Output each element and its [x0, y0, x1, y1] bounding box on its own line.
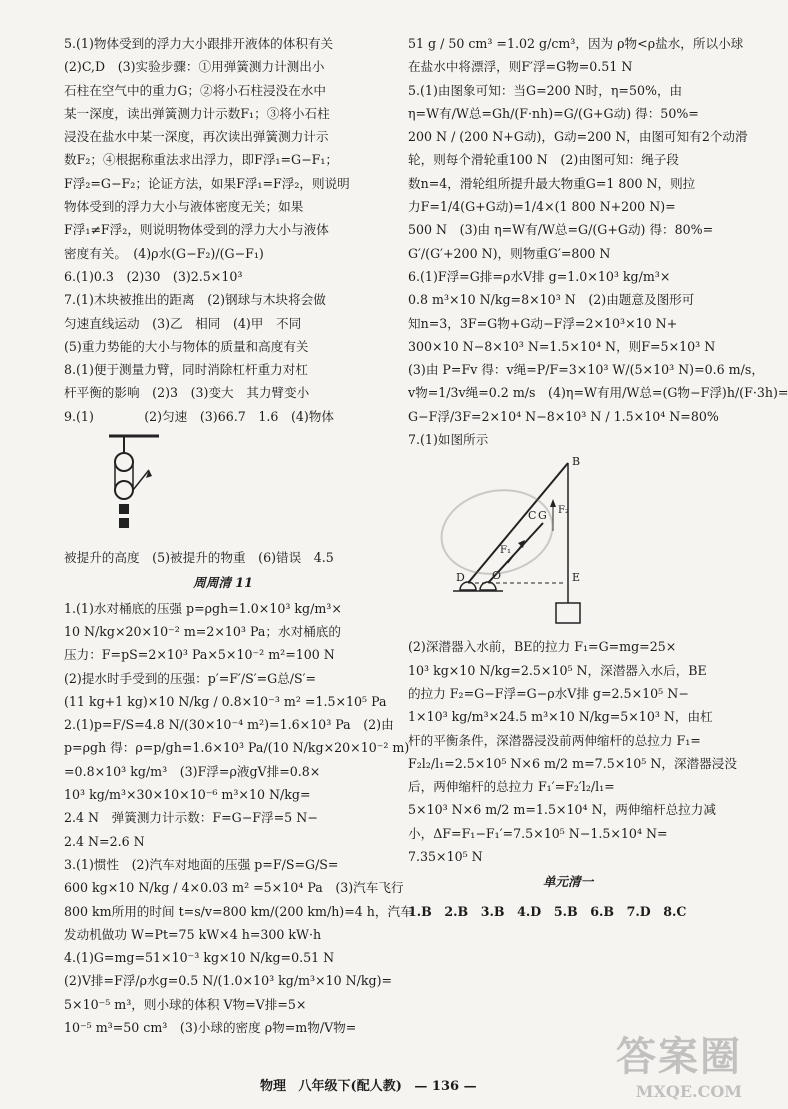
solution-line: G′/(G′+200 N)，则物重G′=800 N — [408, 245, 611, 261]
solution-line: 10⁻⁵ m³=50 cm³ (3)小球的密度 ρ物=m物/V物= — [64, 1019, 357, 1035]
solution-line: 5×10³ N×6 m/2 m=1.5×10⁴ N，两伸缩杆总拉力减 — [408, 802, 716, 818]
solution-line: 物体受到的浮力大小与液体密度无关；如果 — [64, 199, 304, 215]
solution-line: 在盐水中将漂浮，则F′浮=G物=0.51 N — [408, 59, 633, 75]
solution-line: 10³ kg×10 N/kg=2.5×10⁵ N，深潜器入水后，BE — [408, 662, 707, 678]
solution-line: 3.(1)惯性 (2)汽车对地面的压强 p=F/S=G/S= — [64, 856, 339, 872]
label-f1: F₁ — [500, 545, 511, 557]
solution-line: (5)重力势能的大小与物体的质量和高度有关 — [64, 338, 309, 354]
page-footer — [260, 1075, 485, 1094]
solution-line: 6.(1)0.3 (2)30 (3)2.5×10³ — [64, 268, 243, 284]
solution-line: 数F₂；④根据称重法求出浮力，即F浮₁=G−F₁； — [64, 152, 339, 168]
solution-line: F浮₁≠F浮₂，则说明物体受到的浮力大小与液体 — [64, 222, 329, 238]
solution-line: 7.(1)木块被推出的距离 (2)钢球与木块将会做 — [64, 292, 326, 308]
label-c: C — [528, 509, 537, 523]
answer-line: 1.B 2.B 3.B 4.D 5.B 6.B 7.D 8.C — [408, 903, 687, 919]
solution-line: 51 g / 50 cm³ =1.02 g/cm³，因为 ρ物<ρ盐水，所以小球 — [408, 36, 744, 51]
solution-line: 密度有关。 (4)ρ水(G−F₂)/(G−F₁) — [64, 245, 264, 261]
label-o: O — [492, 569, 502, 583]
label-d: D — [456, 571, 465, 585]
solution-line: 8.(1)便于测量力臂，同时消除杠杆重力对杠 — [64, 362, 308, 378]
watermark — [616, 1025, 742, 1101]
solution-line: 后，两伸缩杆的总拉力 F₁′=F₂′l₂/l₁= — [408, 779, 615, 795]
solution-line: 杆平衡的影响 (2)3 (3)变大 其力臂变小 — [64, 385, 310, 401]
solution-line: (2)深潜器入水前，BE的拉力 F₁=G=mg=25× — [408, 639, 677, 655]
right-solutions-part1 — [408, 32, 788, 451]
solution-line: 1.(1)水对桶底的压强 p=ρgh=1.0×10³ kg/m³× — [64, 600, 342, 616]
solution-line: 压力：F=pS=2×10³ Pa×5×10⁻² m²=100 N — [64, 647, 335, 663]
solution-line: 知n=3，3F=G物+G动−F浮=2×10³×10 N+ — [408, 315, 678, 331]
solution-line: 2.4 N=2.6 N — [64, 833, 145, 849]
solution-line: 200 N / (200 N+G动)，G动=200 N，由图可知有2个动滑 — [408, 129, 748, 145]
solution-line: p=ρgh 得：ρ=p/gh=1.6×10³ Pa/(10 N/kg×20×10⁻² m) — [64, 740, 410, 756]
section-title-2: 单元清一 — [542, 874, 594, 890]
label-g: G — [538, 509, 547, 523]
solution-line: 的拉力 F₂=G−F浮=G−ρ水V排 g=2.5×10⁵ N− — [408, 685, 689, 701]
solution-line: 小，ΔF=F₁−F₁′=7.5×10⁵ N−1.5×10⁴ N= — [408, 825, 668, 841]
solution-line: 杆的平衡条件，深潜器浸没前两伸缩杆的总拉力 F₁= — [408, 732, 701, 748]
solution-line: 6.(1)F浮=G排=ρ水V排 g=1.0×10³ kg/m³× — [408, 268, 671, 284]
solution-line: 7.(1)如图所示 — [408, 432, 489, 448]
solution-line: v物=1/3v绳=0.2 m/s (4)η=W有用/W总=(G物−F浮)h/(F·3h)= — [408, 385, 788, 401]
right-column — [408, 32, 788, 923]
solution-line: 2.(1)p=F/S=4.8 N/(30×10⁻⁴ m²)=1.6×10³ Pa (2)由 — [64, 717, 394, 733]
left-column — [64, 32, 413, 1039]
solution-line: 浸没在盐水中某一深度，再次读出弹簧测力计示 — [64, 129, 329, 145]
solution-line: (3)由 P=Fv 得：v绳=P/F=3×10³ W/(5×10³ N)=0.6 m/s， — [408, 362, 764, 378]
solution-line: 9.(1) (2)匀速 (3)66.7 1.6 (4)物体 — [64, 408, 334, 424]
footer-page-number: — 136 — — [414, 1079, 477, 1094]
solution-line: 2.4 N 弹簧测力计示数：F=G−F浮=5 N− — [64, 810, 318, 826]
solution-line: (2)C,D (3)实验步骤：①用弹簧测力计测出小 — [64, 59, 325, 75]
solution-line: 5.(1)由图象可知：当G=200 N时，η=50%，由 — [408, 82, 683, 98]
watermark-logo: 答案圈 — [616, 1033, 742, 1080]
label-e: E — [572, 571, 581, 585]
label-b: B — [572, 455, 581, 469]
solution-line: G−F浮/3F=2×10⁴ N−8×10³ N / 1.5×10⁴ N=80% — [408, 408, 719, 424]
solution-line: 300×10 N−8×10³ N=1.5×10⁴ N，则F=5×10³ N — [408, 338, 716, 354]
solution-line: 0.8 m³×10 N/kg=8×10³ N (2)由题意及图形可 — [408, 292, 695, 308]
solution-line: 4.(1)G=mg=51×10⁻³ kg×10 N/kg=0.51 N — [64, 950, 335, 966]
solution-line: η=W有/W总=Gh/(F·nh)=G/(G+G动) 得：50%= — [408, 105, 699, 121]
section-title: 周周清 11 — [193, 575, 253, 591]
solution-line: 600 kg×10 N/kg / 4×0.03 m² =5×10⁴ Pa (3)汽车飞行 — [64, 880, 404, 896]
label-f2: F₂ — [558, 505, 569, 517]
solution-line: 匀速直线运动 (3)乙 相同 (4)甲 不同 — [64, 315, 302, 331]
footer-grade: 八年级下(配人教) — [298, 1079, 402, 1094]
solution-line: 数n=4，滑轮组所提升最大物重G=1 800 N，则拉 — [408, 175, 696, 191]
solution-line: (11 kg+1 kg)×10 N/kg / 0.8×10⁻³ m² =1.5×10⁵ Pa — [64, 693, 387, 709]
pulley-figure — [104, 432, 164, 542]
footer-subject: 物理 — [260, 1079, 287, 1094]
right-solutions-part2 — [408, 635, 737, 868]
left-solutions-part2 — [64, 597, 413, 1040]
left-figure-continuation: 被提升的高度 (5)被提升的物重 (6)错误 4.5 — [64, 550, 334, 566]
solution-line: =0.8×10³ kg/m³ (3)F浮=ρ液gV排=0.8× — [64, 763, 321, 779]
solution-line: (2)V排=F浮/ρ水g=0.5 N/(1.0×10³ kg/m³×10 N/kg)= — [64, 973, 393, 989]
solution-line: 某一深度，读出弹簧测力计示数F₁；③将小石柱 — [64, 105, 330, 121]
solution-line: 力F=1/4(G+G动)=1/4×(1 800 N+200 N)= — [408, 199, 676, 215]
solution-line: 10 N/kg×20×10⁻² m=2×10³ Pa；水对桶底的 — [64, 623, 341, 639]
solution-line: 7.35×10⁵ N — [408, 849, 483, 865]
solution-line: F₂l₂/l₁=2.5×10⁵ N×6 m/2 m=7.5×10⁵ N，深潜器浸没 — [408, 755, 737, 771]
solution-line: 5×10⁻⁵ m³，则小球的体积 V物=V排=5× — [64, 996, 307, 1012]
left-solutions-part1 — [64, 32, 382, 428]
solution-line: 5.(1)物体受到的浮力大小跟排开液体的体积有关 — [64, 36, 334, 51]
watermark-url: MXQE.COM — [635, 1082, 742, 1101]
solution-line: 石柱在空气中的重力G；②将小石柱浸没在水中 — [64, 82, 326, 98]
solution-line: (2)提水时手受到的压强：p′=F′/S′=G总/S′= — [64, 670, 317, 686]
solution-line: 10³ kg/m³×30×10×10⁻⁶ m³×10 N/kg= — [64, 787, 311, 803]
solution-line: 500 N (3)由 η=W有/W总=G/(G+G动) 得：80%= — [408, 222, 714, 238]
solution-line: 1×10³ kg/m³×24.5 m³×10 N/kg=5×10³ N，由杠 — [408, 709, 713, 725]
solution-line: F浮₂=G−F₂；论证方法，如果F浮₁=F浮₂，则说明 — [64, 175, 350, 191]
solution-line: 发动机做功 W=Pt=75 kW×4 h=300 kW·h — [64, 926, 322, 942]
solution-line: 轮，则每个滑轮重100 N (2)由图可知：绳子段 — [408, 152, 679, 168]
solution-line: 800 km所用的时间 t=s/v=800 km/(200 km/h)=4 h，汽车 — [64, 903, 413, 919]
